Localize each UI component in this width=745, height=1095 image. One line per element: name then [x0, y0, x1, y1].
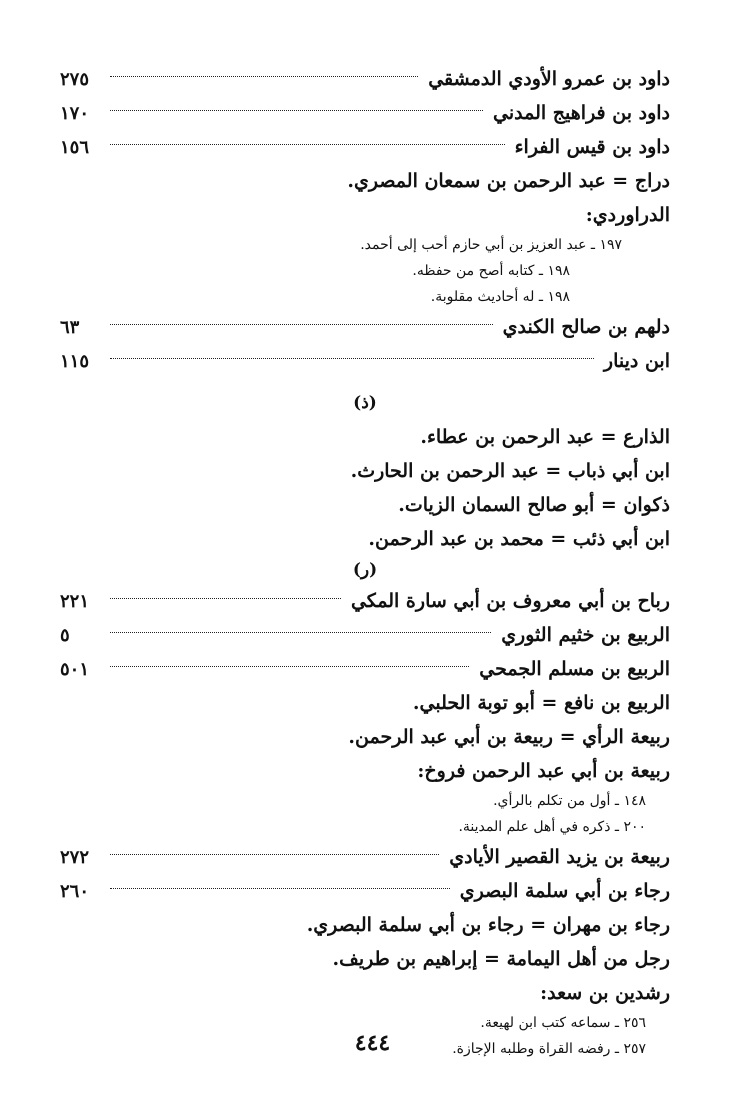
entry-name: داود بن عمرو الأودي الدمشقي	[428, 68, 670, 90]
entry-page-number: ٢٧٢	[60, 847, 90, 868]
subentry-text: ١٩٨ ـ كتابه أصح من حفظه.	[412, 263, 570, 279]
index-entry	[60, 96, 670, 130]
entry-name: دراج = عبد الرحمن بن سمعان المصري.	[347, 170, 670, 192]
index-entry	[60, 488, 670, 522]
index-entry	[60, 454, 670, 488]
subentry-text: ٢٥٦ ـ سماعه كتب ابن لهيعة.	[480, 1015, 646, 1031]
dot-leader	[110, 888, 450, 889]
index-subentry	[60, 232, 670, 258]
entry-page-number: ٢٦٠	[60, 881, 90, 902]
entry-name: ذكوان = أبو صالح السمان الزيات.	[398, 494, 670, 516]
dot-leader	[110, 598, 341, 599]
index-entry	[60, 344, 670, 378]
entry-page-number: ٢٧٥	[60, 69, 90, 90]
entry-name: رباح بن أبي معروف بن أبي سارة المكي	[350, 590, 670, 612]
index-subentry	[60, 788, 670, 814]
page-number: ٤٤٤	[354, 1030, 391, 1056]
index-entry	[60, 198, 670, 232]
index-entry	[60, 652, 670, 686]
index-entry	[60, 754, 670, 788]
entry-page-number: ١٥٦	[60, 137, 90, 158]
entry-page-number: ٢٢١	[60, 591, 90, 612]
dot-leader	[110, 358, 594, 359]
entry-name: الدراوردي:	[585, 204, 670, 226]
entry-name: رشدين بن سعد:	[540, 982, 670, 1004]
section-heading-dhal: (ذ)	[353, 393, 377, 413]
entry-page-number: ١١٥	[60, 351, 90, 372]
entry-name: رجاء بن مهران = رجاء بن أبي سلمة البصري.	[306, 914, 670, 936]
entry-name: الذارع = عبد الرحمن بن عطاء.	[420, 426, 670, 448]
index-entry	[60, 874, 670, 908]
entry-name: ابن أبي ذئب = محمد بن عبد الرحمن.	[368, 528, 670, 550]
index-entry	[60, 62, 670, 96]
index-page	[60, 62, 670, 1062]
dot-leader	[110, 144, 505, 145]
index-entry	[60, 976, 670, 1010]
index-entry	[60, 942, 670, 976]
index-entry	[60, 840, 670, 874]
entry-name: الربيع بن خثيم الثوري	[501, 624, 670, 646]
entry-name: رجاء بن أبي سلمة البصري	[459, 880, 670, 902]
dot-leader	[110, 666, 469, 667]
entry-name: ربيعة بن أبي عبد الرحمن فروخ:	[417, 760, 670, 782]
entry-name: داود بن فراهيج المدني	[493, 102, 670, 124]
index-subentry	[60, 284, 670, 310]
subentry-text: ١٤٨ ـ أول من تكلم بالرأي.	[493, 793, 646, 809]
entry-name: ابن دينار	[603, 350, 670, 372]
index-entry	[60, 420, 670, 454]
subentry-text: ٢٠٠ ـ ذكره في أهل علم المدينة.	[458, 819, 646, 835]
entry-page-number: ٥	[60, 625, 70, 646]
entry-page-number: ٦٣	[60, 317, 80, 338]
dot-leader	[110, 632, 491, 633]
entry-page-number: ١٧٠	[60, 103, 90, 124]
index-entry	[60, 720, 670, 754]
subentry-text: ١٩٧ ـ عبد العزيز بن أبي حازم أحب إلى أحمد.	[360, 237, 622, 253]
index-entry	[60, 686, 670, 720]
index-subentry	[60, 814, 670, 840]
index-entry	[60, 584, 670, 618]
entry-name: الربيع بن مسلم الجمحي	[479, 658, 670, 680]
index-entry	[60, 310, 670, 344]
dot-leader	[110, 324, 493, 325]
index-entry	[60, 618, 670, 652]
subentry-text: ١٩٨ ـ له أحاديث مقلوبة.	[430, 289, 570, 305]
index-entry	[60, 908, 670, 942]
dot-leader	[110, 110, 483, 111]
index-entry	[60, 164, 670, 198]
entry-name: ابن أبي ذباب = عبد الرحمن بن الحارث.	[350, 460, 670, 482]
index-entry	[60, 130, 670, 164]
section-heading-ra: (ر)	[352, 560, 378, 580]
entry-name: دلهم بن صالح الكندي	[502, 316, 670, 338]
entry-name: الربيع بن نافع = أبو توبة الحلبي.	[412, 692, 670, 714]
dot-leader	[110, 854, 439, 855]
entry-name: ربيعة الرأي = ربيعة بن أبي عبد الرحمن.	[348, 726, 670, 748]
dot-leader	[110, 76, 418, 77]
entry-name: داود بن قيس الفراء	[514, 136, 670, 158]
index-entry	[60, 522, 670, 556]
index-subentry	[60, 258, 670, 284]
entry-name: رجل من أهل اليمامة = إبراهيم بن طريف.	[332, 948, 670, 970]
entry-page-number: ٥٠١	[60, 659, 90, 680]
subentry-text: ٢٥٧ ـ رفضه القراة وطلبه الإجازة.	[452, 1041, 646, 1057]
entry-name: ربيعة بن يزيد القصير الأيادي	[449, 846, 670, 868]
